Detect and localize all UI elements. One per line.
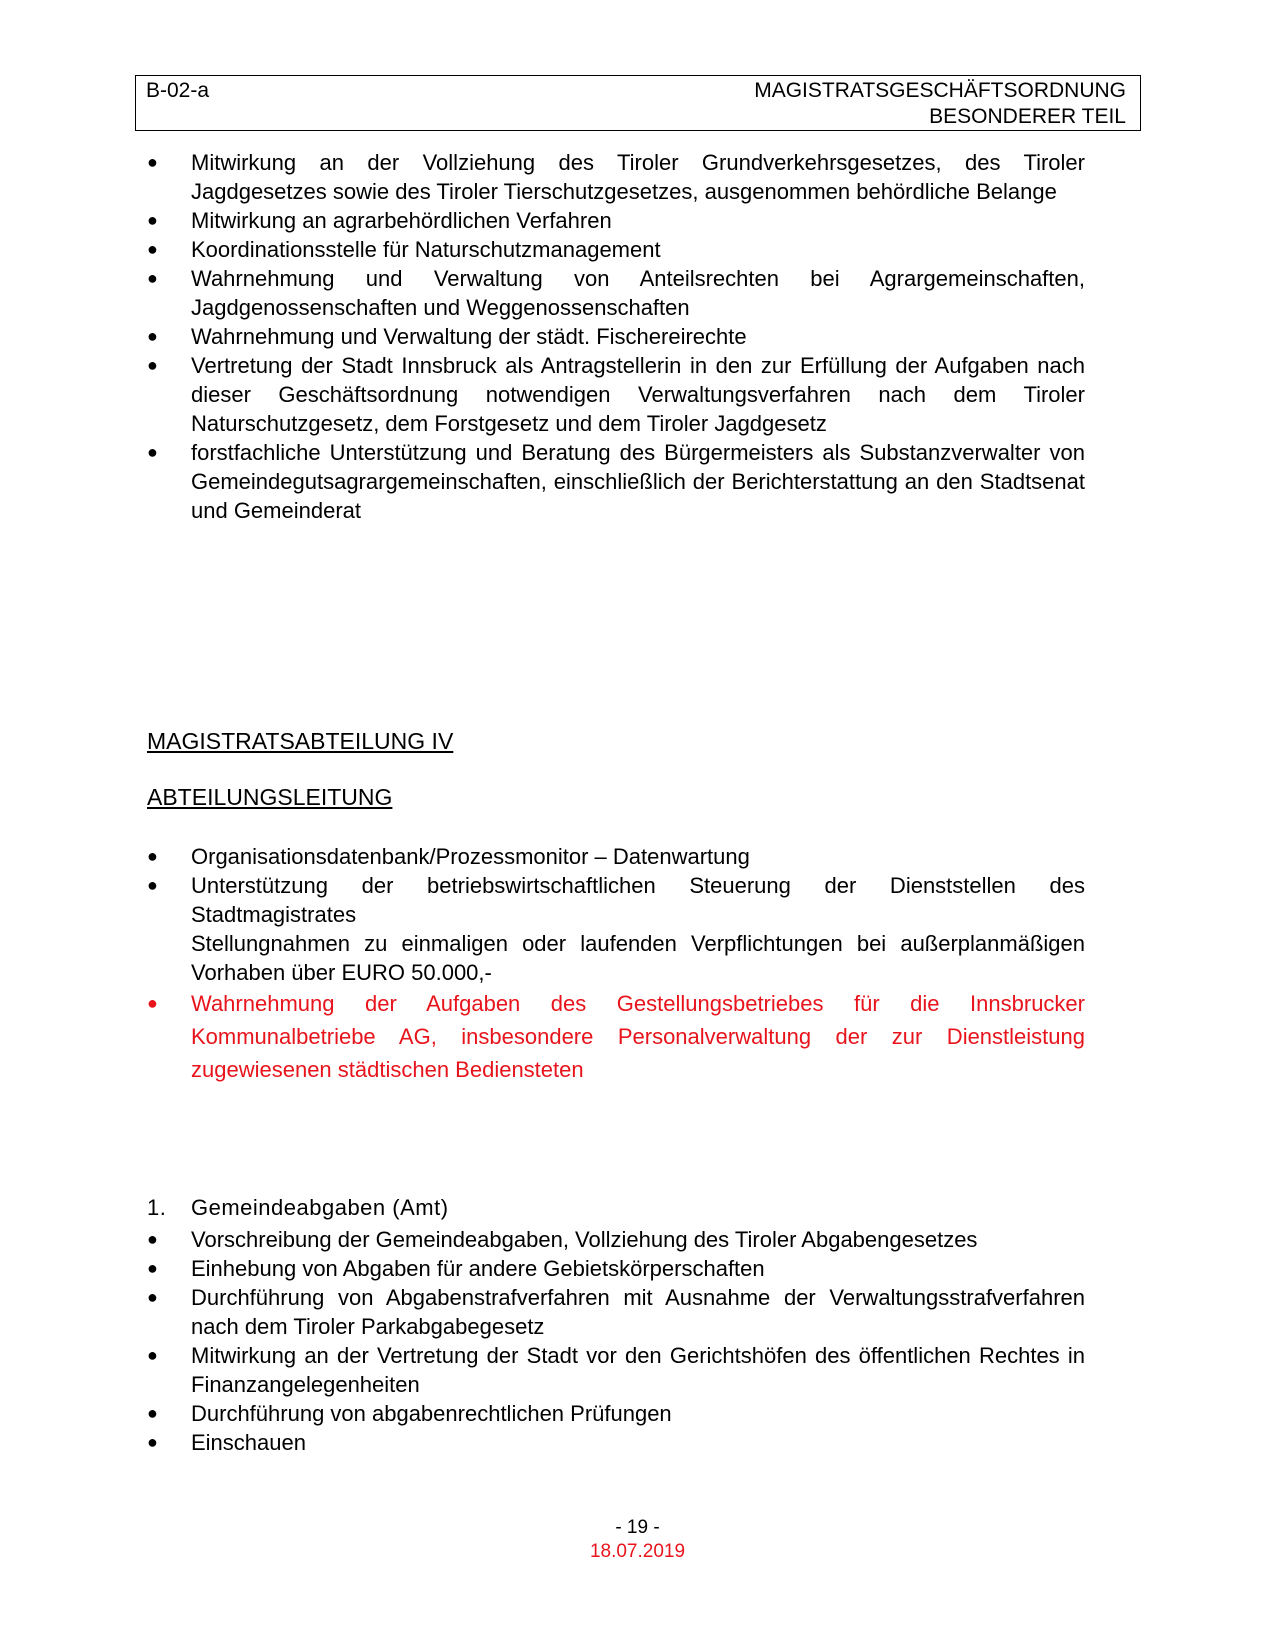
list-item-continuation: Stellungnahmen zu einmaligen oder laufenden Verpflichtungen bei außerplanmäßigen Vorhaben über EURO 50.000,- xyxy=(191,931,1085,985)
list-item: ● Wahrnehmung und Verwaltung der städt. Fischereirechte xyxy=(147,324,747,349)
numbered-heading xyxy=(147,1195,449,1221)
list-item: ● Vorschreibung der Gemeindeabgaben, Vollziehung des Tiroler Abgabengesetzes xyxy=(147,1227,978,1252)
bullet-icon: ● xyxy=(147,1345,158,1365)
list-item: ● Mitwirkung an agrarbehördlichen Verfahren xyxy=(147,208,612,233)
bullet-icon: ● xyxy=(147,152,158,172)
footer-date: 18.07.2019 xyxy=(589,1541,686,1562)
list-item: ● Einhebung von Abgaben für andere Gebietskörperschaften xyxy=(147,1256,765,1281)
bullet-list-1 xyxy=(145,148,1085,525)
bullet-list-3 xyxy=(145,1225,1085,1457)
list-item: ● Mitwirkung an der Vollziehung des Tiroler Grundverkehrsgesetzes, des Tiroler Jagdgesetzes sowie des Tiroler Tierschutzgesetzes, ausgenommen behördliche Belange xyxy=(147,150,1085,204)
bullet-icon: ● xyxy=(147,1432,158,1452)
bullet-icon: ● xyxy=(147,1287,158,1307)
bullet-icon: ● xyxy=(147,268,158,288)
document-title-line1: MAGISTRATSGESCHÄFTSORDNUNG xyxy=(754,79,1126,102)
list-item: ● forstfachliche Unterstützung und Beratung des Bürgermeisters als Substanzverwalter von Gemeindegutsagrargemeinschaften, einschließlich der Berichterstattung an den Stadtsenat und Gemeinderat xyxy=(147,440,1085,523)
page-header xyxy=(135,75,1141,131)
section-heading: MAGISTRATSABTEILUNG IV xyxy=(147,728,454,754)
list-item: ● Organisationsdatenbank/Prozessmonitor – Datenwartung xyxy=(147,844,750,869)
bullet-list-2 xyxy=(145,842,1085,1086)
bullet-icon: ● xyxy=(147,1403,158,1423)
bullet-icon: ● xyxy=(147,993,158,1013)
bullet-icon: ● xyxy=(147,210,158,230)
list-item: ● Durchführung von abgabenrechtlichen Prüfungen xyxy=(147,1401,672,1426)
bullet-icon: ● xyxy=(147,442,158,462)
document-code: B-02-a xyxy=(146,79,210,102)
bullet-icon: ● xyxy=(147,355,158,375)
list-item-highlighted: ● Wahrnehmung der Aufgaben des Gestellungsbetriebes für die Innsbrucker Kommunalbetriebe AG, insbesondere Personalverwaltung der zur Dienstleistung zugewiesenen städtischen Bediensteten xyxy=(145,987,1085,1086)
page-number: - 19 - xyxy=(615,1517,660,1538)
document-title xyxy=(754,78,1126,130)
bullet-icon: ● xyxy=(147,326,158,346)
bullet-icon: ● xyxy=(147,875,158,895)
list-item: ● Unterstützung der betriebswirtschaftlichen Steuerung der Dienststellen des Stadtmagistrates Stellungnahmen zu einmaligen oder laufenden Verpflichtungen bei außerplanmäßigen Vorhaben über EURO 50.000,- xyxy=(147,873,1085,985)
document-title-line2: BESONDERER TEIL xyxy=(929,105,1126,128)
item-label: Gemeindeabgaben (Amt) xyxy=(191,1195,449,1220)
list-item: ● Vertretung der Stadt Innsbruck als Antragstellerin in den zur Erfüllung der Aufgaben nach dieser Geschäftsordnung notwendigen Verwaltungsverfahren nach dem Tiroler Naturschutzgesetz, dem Forstgesetz und dem Tiroler Jagdgesetz xyxy=(147,353,1085,436)
list-item: ● Einschauen xyxy=(147,1430,306,1455)
item-number: 1. xyxy=(147,1195,167,1220)
bullet-icon: ● xyxy=(147,1258,158,1278)
list-item: ● Mitwirkung an der Vertretung der Stadt vor den Gerichtshöfen des öffentlichen Rechtes in Finanzangelegenheiten xyxy=(147,1343,1085,1397)
list-item: ● Durchführung von Abgabenstrafverfahren mit Ausnahme der Verwaltungsstrafverfahren nach dem Tiroler Parkabgabegesetz xyxy=(147,1285,1085,1339)
subsection-heading: ABTEILUNGSLEITUNG xyxy=(147,784,393,810)
list-item: ● Koordinationsstelle für Naturschutzmanagement xyxy=(147,237,661,262)
bullet-icon: ● xyxy=(147,846,158,866)
list-item: ● Wahrnehmung und Verwaltung von Anteilsrechten bei Agrargemeinschaften, Jagdgenossenschaften und Weggenossenschaften xyxy=(147,266,1085,320)
bullet-icon: ● xyxy=(147,1229,158,1249)
bullet-icon: ● xyxy=(147,239,158,259)
